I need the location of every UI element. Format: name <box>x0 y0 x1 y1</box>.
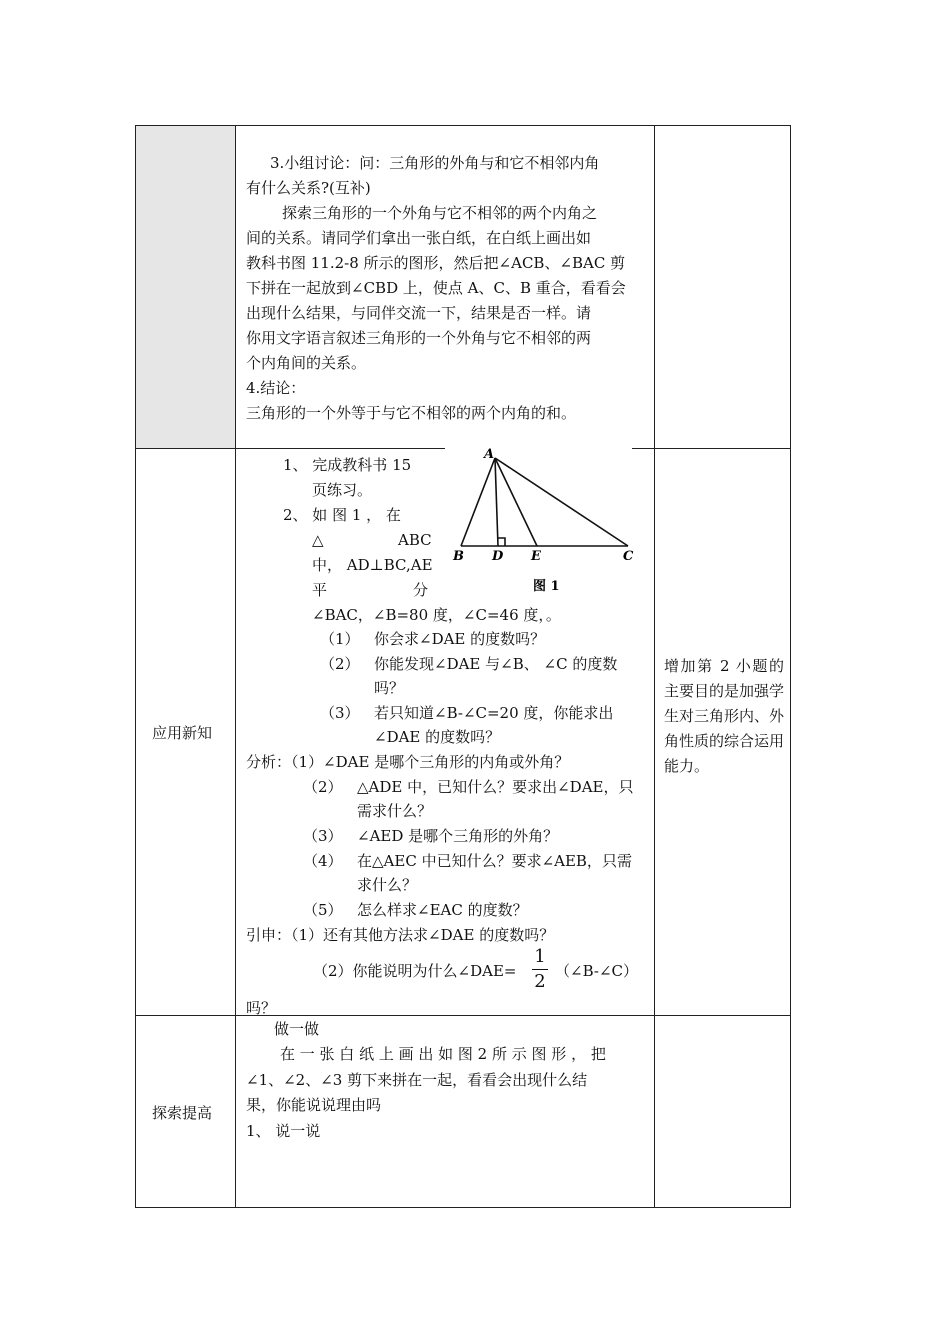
row1-line: 教科书图 11.2-8 所示的图形，然后把∠ACB、∠BAC 剪 <box>246 254 626 272</box>
row3-heading: 做一做 <box>274 1020 320 1038</box>
row3-line: 果，你能说说理由吗 <box>246 1096 382 1114</box>
exercise-item-2-triangle: △ <box>312 531 324 549</box>
extension-line: （∠B-∠C） <box>555 962 638 980</box>
analysis-text: △ADE 中，已知什么？要求出∠DAE，只 <box>357 778 634 796</box>
question-number: （1） <box>320 630 360 648</box>
extension-line: 引申：（1）还有其他方法求∠DAE 的度数吗？ <box>246 926 555 944</box>
row1-line: 3.小组讨论：问：三角形的外角与和它不相邻内角 <box>270 154 600 172</box>
question-text: ∠DAE 的度数吗？ <box>374 728 501 746</box>
row-divider-1-right <box>632 448 791 449</box>
row-divider-2 <box>135 1015 791 1016</box>
question-text: 你会求∠DAE 的度数吗？ <box>374 630 546 648</box>
row3-line: 在 一 张 白 纸 上 画 出 如 图 2 所 示 图 形 ， 把 <box>280 1045 606 1063</box>
exercise-item-2: 2、 如 图 1 ， 在 <box>283 506 401 524</box>
fraction-denominator: 2 <box>534 971 546 992</box>
table-border-bottom <box>135 1207 791 1208</box>
exercise-item-1: 1、 完成教科书 15 <box>283 456 412 474</box>
analysis-text: 求什么？ <box>357 876 418 894</box>
analysis-number: （4） <box>303 852 343 870</box>
question-text: 若只知道∠B-∠C=20 度，你能求出 <box>374 704 614 722</box>
row3-line: ∠1、∠2、∠3 剪下来拼在一起，看看会出现什么结 <box>246 1071 588 1089</box>
row1-line: 下拼在一起放到∠CBD 上，使点 A、C、B 重合，看看会 <box>246 279 626 297</box>
fraction-one-half <box>532 946 548 993</box>
table-border-top <box>135 125 791 126</box>
exercise-item-2-ping: 平 <box>312 581 328 599</box>
row-divider-1-left <box>135 448 445 449</box>
point-label-b: B <box>453 549 464 564</box>
analysis-number: （2） <box>303 778 343 796</box>
point-label-e: E <box>531 549 541 564</box>
row2-label: 应用新知 <box>152 724 213 742</box>
analysis-number: （5） <box>303 901 343 919</box>
exercise-item-1-cont: 页练习。 <box>312 481 373 499</box>
fraction-bar <box>532 969 548 970</box>
question-number: （3） <box>320 704 360 722</box>
point-label-a: A <box>484 447 495 462</box>
exercise-item-2-abc: ABC <box>398 531 432 549</box>
table-border-right <box>790 125 791 1208</box>
question-number: （2） <box>320 655 360 673</box>
row1-line: 个内角间的关系。 <box>246 354 367 372</box>
row1-line: 4.结论： <box>246 379 306 397</box>
exercise-item-2-fen: 分 <box>413 581 429 599</box>
extension-line: 吗？ <box>246 999 277 1017</box>
row1-label-cell <box>136 126 235 448</box>
analysis-text: 需求什么？ <box>357 802 433 820</box>
row1-conclusion: 三角形的一个外等于与它不相邻的两个内角的和。 <box>246 404 577 422</box>
row1-line: 探索三角形的一个外角与它不相邻的两个内角之 <box>282 204 598 222</box>
column-divider-1 <box>235 125 236 1208</box>
row3-label: 探索提高 <box>152 1104 213 1122</box>
row2-note: 增加第 2 小题的主要目的是加强学生对三角形内、外角性质的综合运用能力。 <box>664 657 785 775</box>
analysis-text: 在△AEC 中已知什么？要求∠AEB，只需 <box>357 852 632 870</box>
analysis-number: （3） <box>303 827 343 845</box>
row1-line: 间的关系。请同学们拿出一张白纸，在白纸上画出如 <box>246 229 592 247</box>
point-label-c: C <box>623 549 634 564</box>
figure-caption: 图 1 <box>533 579 560 594</box>
column-divider-2 <box>654 125 655 1208</box>
figure-1-triangle <box>445 440 645 600</box>
row1-line: 你用文字语言叙述三角形的一个外角与它不相邻的两 <box>246 329 592 347</box>
question-text: 吗？ <box>374 679 405 697</box>
analysis-line: 分析：（1）∠DAE 是哪个三角形的内角或外角？ <box>246 753 570 771</box>
exercise-item-2-angles: ∠BAC，∠B=80 度，∠C=46 度，。 <box>312 606 561 624</box>
row1-line: 出现什么结果，与同伴交流一下，结果是否一样。请 <box>246 304 592 322</box>
exercise-item-2-line: 中， AD⊥BC,AE <box>312 556 433 574</box>
row1-line: 有什么关系?(互补) <box>246 179 371 197</box>
question-text: 你能发现∠DAE 与∠B、 ∠C 的度数 <box>374 655 618 673</box>
point-label-d: D <box>492 549 504 564</box>
analysis-text: ∠AED 是哪个三角形的外角？ <box>357 827 559 845</box>
fraction-numerator: 1 <box>534 946 546 967</box>
analysis-text: 怎么样求∠EAC 的度数？ <box>357 901 528 919</box>
extension-line: （2）你能说明为什么∠DAE= <box>313 962 517 980</box>
row3-line: 1、 说一说 <box>246 1122 321 1140</box>
table-border-left <box>135 125 136 1208</box>
